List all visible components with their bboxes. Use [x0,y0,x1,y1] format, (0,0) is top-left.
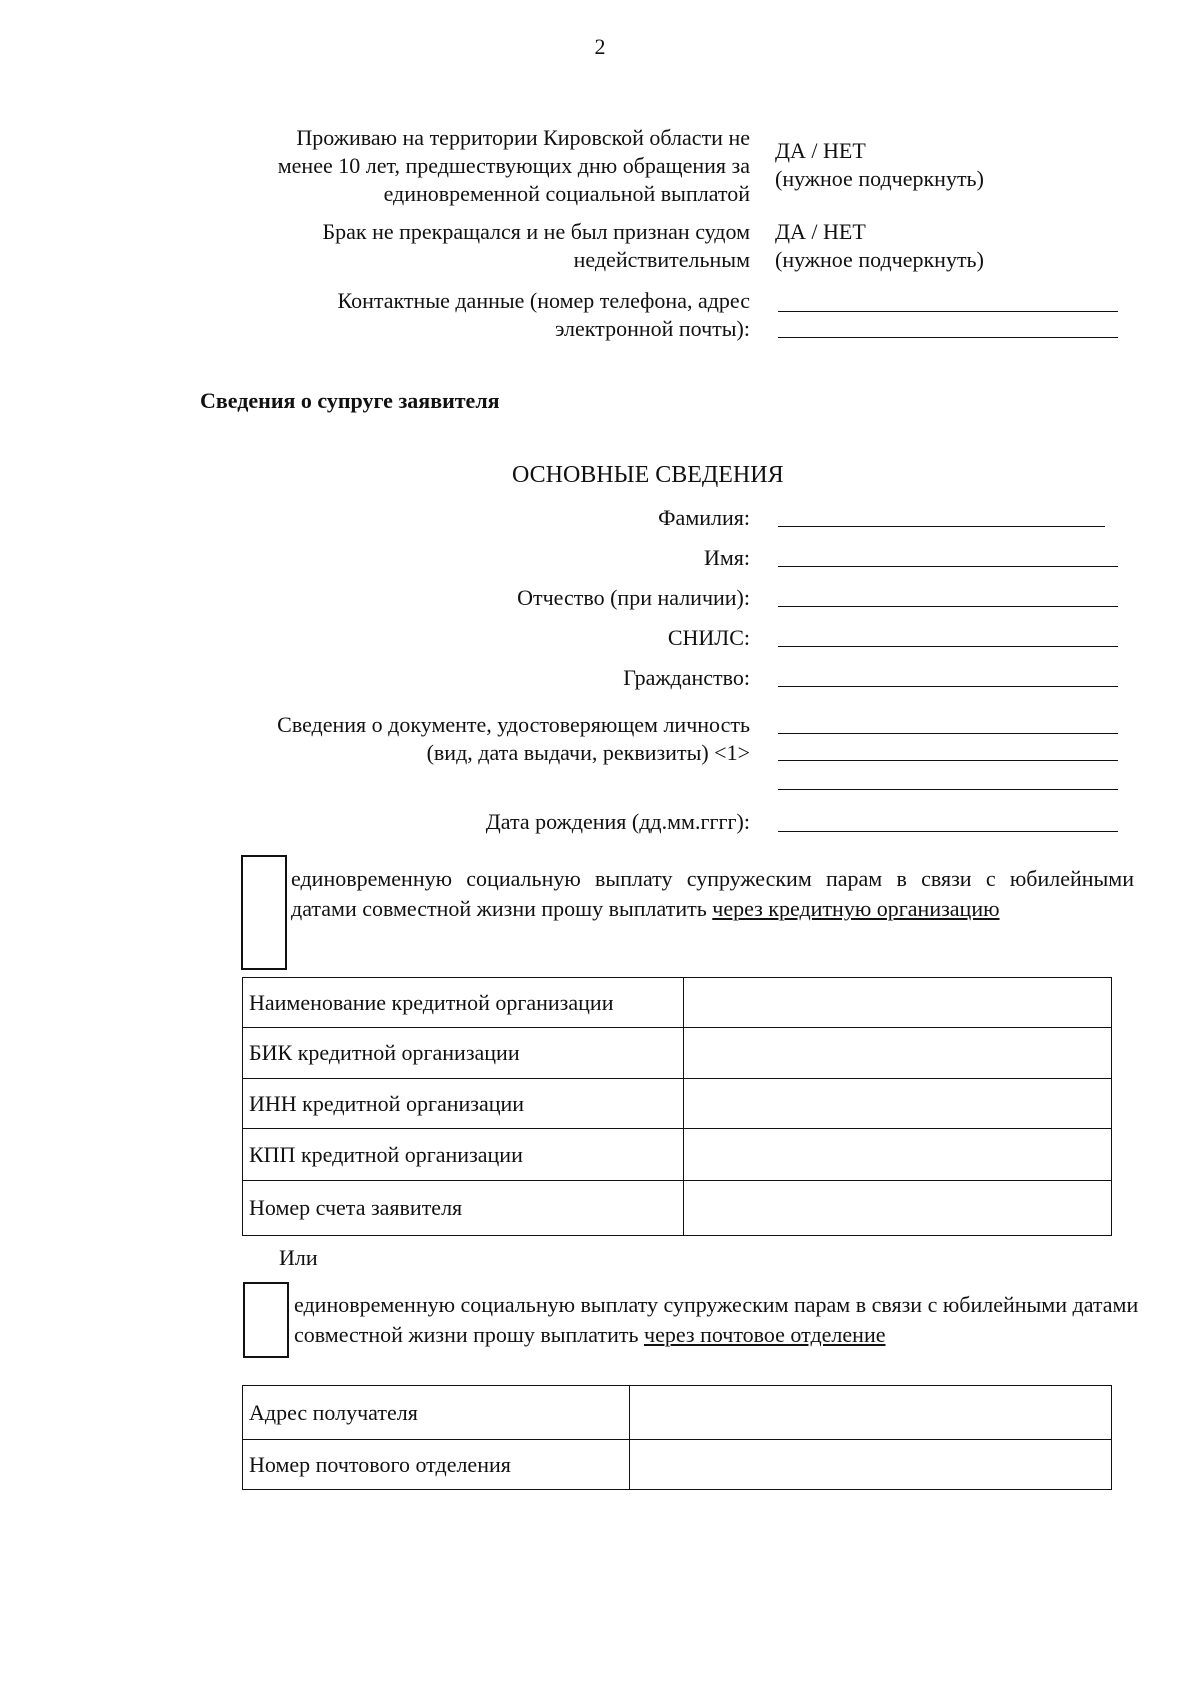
residence-label-line: единовременной социальной выплатой [383,181,750,206]
page-number: 2 [594,34,606,59]
account-number-label: Номер счета заявителя [243,1181,684,1236]
post-option-text [294,1290,1164,1350]
bank-kpp-label: КПП кредитной организации [243,1129,684,1181]
spouse-section-title: Сведения о супруге заявителя [200,388,500,413]
table-row [243,1181,1112,1236]
bank-bik-value[interactable] [684,1028,1112,1079]
residence-label-line: Проживаю на территории Кировской области не [296,125,750,150]
id-doc-label-line: (вид, дата выдачи, реквизиты) <1> [426,740,750,765]
residence-label-line: менее 10 лет, предшествующих дню обращения за [277,153,750,178]
contacts-label-line: электронной почты): [555,316,750,341]
post-option-text-underlined: через почтовое отделение [644,1322,886,1347]
birthdate-field[interactable] [778,831,1118,832]
id-doc-field-line-1[interactable] [778,733,1118,734]
bank-option-text-main: единовременную социальную выплату супружеским парам в связи с юбилейными датами совместной жизни прошу выплатить [291,866,1134,921]
recipient-address-label: Адрес получателя [243,1386,630,1440]
residence-label [150,124,750,208]
residence-hint: (нужное подчеркнуть) [775,166,984,191]
id-doc-field-line-3[interactable] [778,789,1118,790]
bank-inn-label: ИНН кредитной организации [243,1079,684,1129]
table-row [243,978,1112,1028]
bank-bik-label: БИК кредитной организации [243,1028,684,1079]
post-office-number-value[interactable] [630,1440,1112,1490]
contacts-label-line: Контактные данные (номер телефона, адрес [337,288,750,313]
main-info-title: ОСНОВНЫЕ СВЕДЕНИЯ [512,462,784,488]
marriage-label-line: недействительным [573,247,750,272]
or-label: Или [279,1245,318,1270]
post-option-checkbox[interactable] [243,1282,289,1358]
account-number-value[interactable] [684,1181,1112,1236]
id-doc-field-line-2[interactable] [778,760,1118,761]
table-row [243,1028,1112,1079]
citizenship-label: Гражданство: [623,665,750,690]
bank-inn-value[interactable] [684,1079,1112,1129]
id-doc-label-line: Сведения о документе, удостоверяющем личность [277,712,750,737]
id-doc-label [150,711,750,767]
name-field[interactable] [778,566,1118,567]
residence-yes-no[interactable]: ДА / НЕТ [775,138,866,163]
recipient-address-value[interactable] [630,1386,1112,1440]
name-label: Имя: [703,545,750,570]
surname-field[interactable] [778,526,1105,527]
marriage-label-line: Брак не прекращался и не был признан судом [322,219,750,244]
bank-option-text-underlined: через кредитную организацию [712,896,1000,921]
bank-details-table [242,977,1112,1236]
post-details-table [242,1385,1112,1490]
patronymic-field[interactable] [778,606,1118,607]
table-row [243,1440,1112,1490]
post-office-number-label: Номер почтового отделения [243,1440,630,1490]
bank-option-text [291,864,1134,924]
table-row [243,1079,1112,1129]
table-row [243,1129,1112,1181]
post-option-text-main: единовременную социальную выплату супружеским парам в связи с юбилейными датами совместной жизни прошу выплатить [294,1292,1139,1347]
snils-label: СНИЛС: [667,625,750,650]
snils-field[interactable] [778,646,1118,647]
patronymic-label: Отчество (при наличии): [517,585,750,610]
marriage-yes-no[interactable]: ДА / НЕТ [775,219,866,244]
birthdate-label: Дата рождения (дд.мм.гггг): [485,809,750,834]
contacts-field-line-2[interactable] [778,337,1118,338]
bank-name-value[interactable] [684,978,1112,1028]
citizenship-field[interactable] [778,686,1118,687]
bank-option-checkbox[interactable] [241,855,287,970]
contacts-field-line-1[interactable] [778,311,1118,312]
marriage-hint: (нужное подчеркнуть) [775,247,984,272]
table-row [243,1386,1112,1440]
surname-label: Фамилия: [658,505,750,530]
bank-name-label: Наименование кредитной организации [243,978,684,1028]
marriage-label [150,218,750,274]
bank-kpp-value[interactable] [684,1129,1112,1181]
contacts-label [150,287,750,343]
